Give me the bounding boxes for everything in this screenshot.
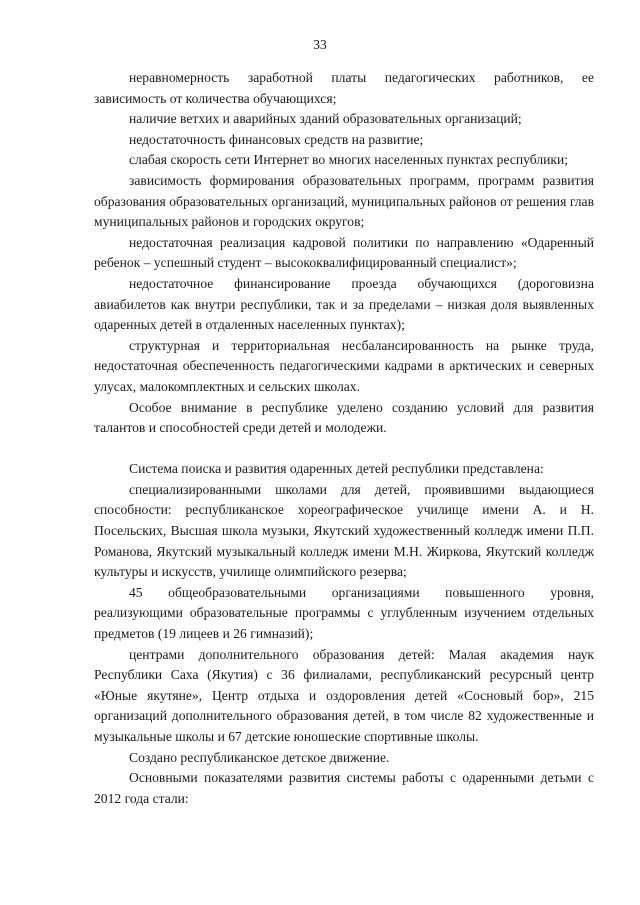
paragraph-additional-education: центрами дополнительного образования детей: Малая академия наук Республики Саха (Якутия) с 36 филиалами, республиканский ресурсный центр «Юные якутяне», Центр отдыха и оздоровления детей «Сосновый бор», 215 организаций дополнительного образования детей, в том числе 82 художественные и музыкальные школы и 67 детские юношеские спортивные школы. [94, 646, 594, 744]
paragraph-specialized-schools: специализированными школами для детей, проявившими выдающиеся способности: республиканское хореографическое училище имени А. и Н. Посельских, Высшая школа музыки, Якутский художественный колледж имени П.П. Романова, Якутский музыкальный колледж имени М.Н. Жиркова, Якутский колледж культуры и искусств, училище олимпийского резерва; [94, 481, 594, 580]
paragraph-travel-funding: недостаточное финансирование проезда обучающихся (дороговизна авиабилетов как внутри республики, так и за пределами – низкая доля выявленных одаренных детей в отдаленных населенных пунктах); [94, 275, 594, 333]
paragraph-dilapidated-buildings: наличие ветхих и аварийных зданий образовательных организаций; [129, 111, 522, 127]
paragraph-wage-inequality: неравномерность заработной платы педагогических работников, ее зависимость от количества обучающихся; [94, 70, 594, 106]
paragraph-labor-market: структурная и территориальная несбалансированность на рынке труда, недостаточная обеспеченность педагогическими кадрами в арктических и северных улусах, малокомплектных и сельских школах. [94, 337, 594, 394]
paragraph-personnel-policy: недостаточная реализация кадровой политики по направлению «Одаренный ребенок – успешный студент – высококвалифицированный специалист»; [94, 234, 594, 271]
page-body [94, 68, 594, 809]
paragraph-main-indicators: Основными показателями развития системы работы с одаренными детьми с 2012 года стали: [94, 770, 594, 806]
paragraph-system-intro: Система поиска и развития одаренных детей республики представлена: [129, 461, 544, 477]
page-number: 33 [313, 37, 327, 52]
paragraph-slow-internet: слабая скорость сети Интернет во многих населенных пунктах республики; [129, 152, 569, 168]
paragraph-special-attention: Особое внимание в республике уделено созданию условий для развития талантов и способностей среди детей и молодежи. [94, 399, 594, 436]
paragraph-insufficient-funds: недостаточность финансовых средств на развитие; [129, 131, 424, 147]
paragraph-advanced-schools: 45 общеобразовательными организациями повышенного уровня, реализующими образовательные программы с углубленным изучением отдельных предметов (19 лицеев и 26 гимназий); [94, 584, 594, 642]
paragraph-youth-movement: Создано республиканское детское движение. [129, 749, 390, 765]
paragraph-program-dependence: зависимость формирования образовательных программ, программ развития образования образовательных организаций, муниципальных районов от решения глав муниципальных районов и городских округов; [94, 172, 594, 230]
